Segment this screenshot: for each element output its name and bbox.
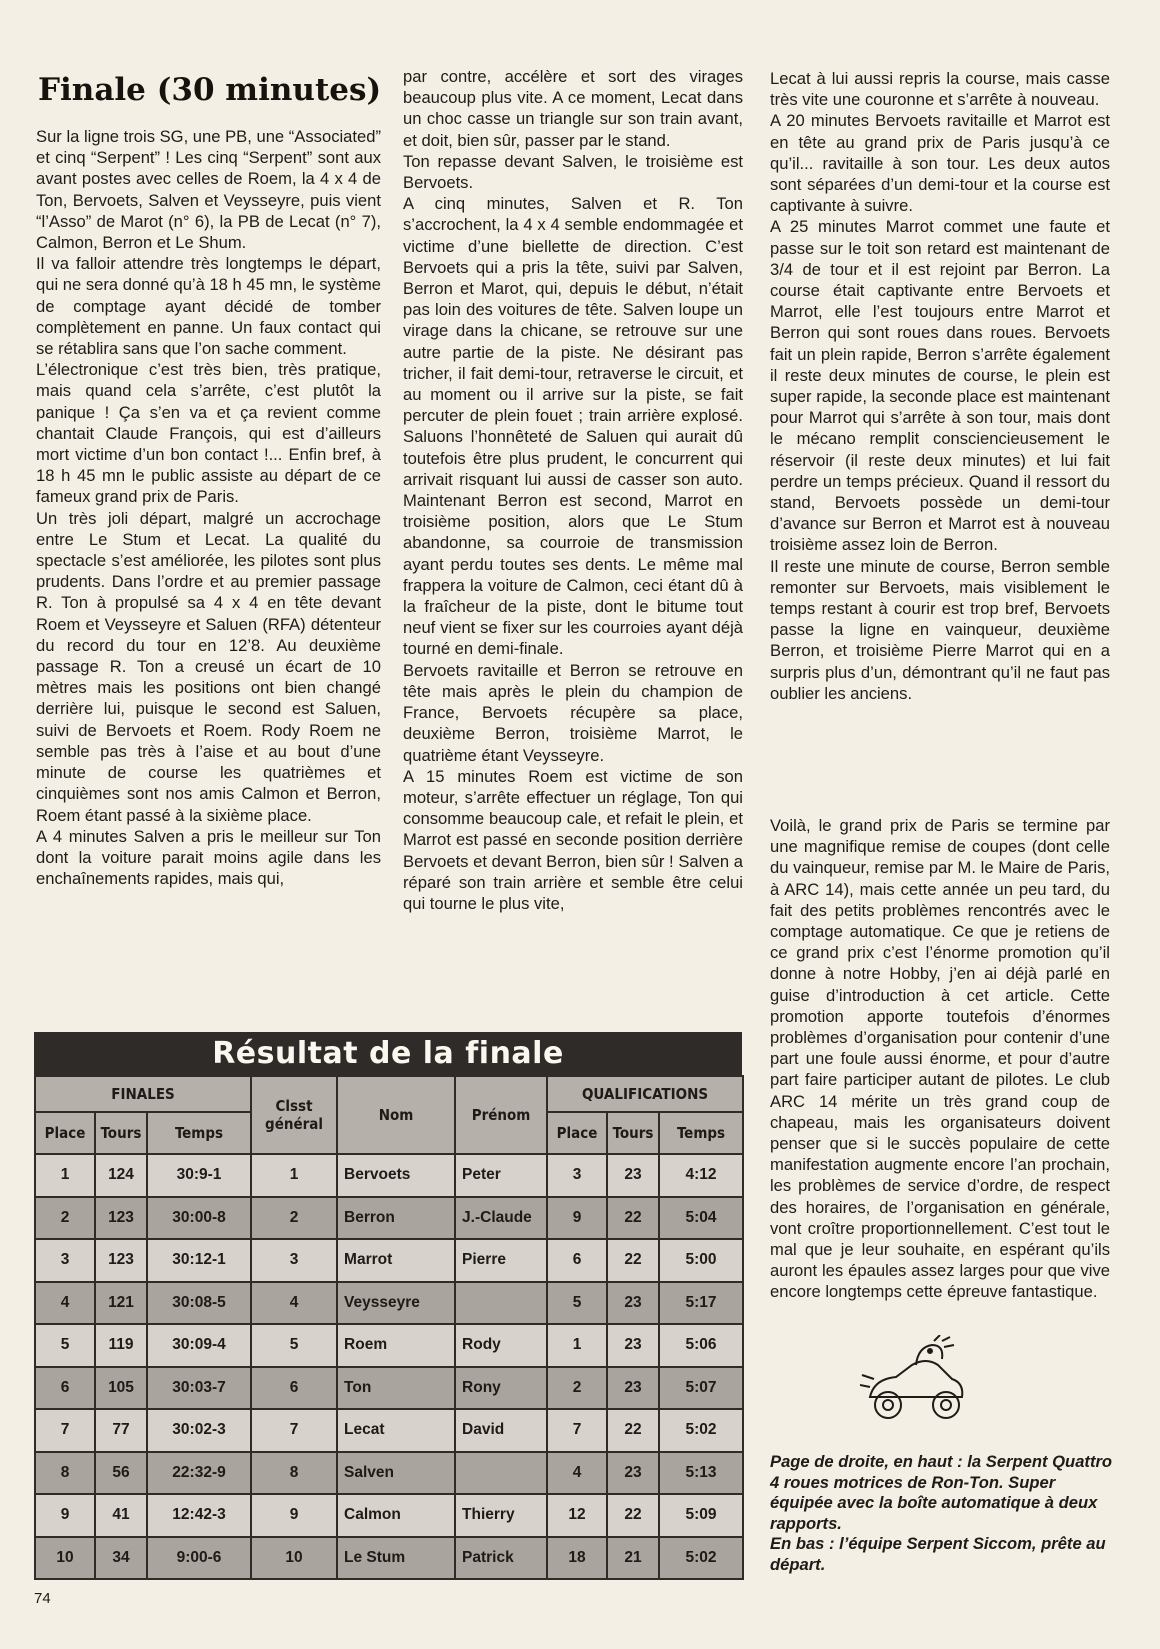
table-cell-nom: Ton [337,1367,455,1410]
table-cell-q-place: 18 [547,1537,607,1580]
table-cell-prenom: Patrick [455,1537,547,1580]
table-cell-prenom [455,1282,547,1325]
group-header-finales: FINALES [35,1076,251,1112]
caption-line: Page de droite, en haut : la Serpent Quattro 4 roues motrices de Ron-Ton. Super équipée avec la boîte automatique à deux rapports. [770,1452,1113,1533]
table-row [35,1537,743,1580]
table-cell-q-temps: 5:00 [659,1239,743,1282]
paragraph: A 15 minutes Roem est victime de son moteur, s’arrête effectuer un réglage, Ton qui consomme beaucoup cale, et refait le plein, et Marrot est passé en seconde position derrière Bervoets et devant Berron, bien sûr ! Salven a réparé son train arrière et semble être celui qui tourne le plus vite, [403,766,743,913]
table-cell-clsst: 1 [251,1154,337,1197]
cartoon-car-icon [860,1335,970,1435]
table-cell-prenom: Peter [455,1154,547,1197]
results-table [34,1032,742,1580]
paragraph: Un très joli départ, malgré un accrochage entre Le Stum et Lecat. La qualité du spectacle s’est améliorée, les pilotes sont plus prudents. Dans l’ordre et au premier passage R. Ton à propulsé sa 4 x 4 en tête devant Roem et Veysseyre et Saluen (RFA) détenteur du record du tour en 12’8. Au deuxième passage R. Ton a creusé un écart de 10 mètres mais les positions ont bien changé derrière lui, puisque le second est Saluen, suivi de Bervoets et Roem. Rody Roem ne semble pas très à l’aise et au bout d’une minute de course les quatrièmes et cinquièmes sont nos amis Calmon et Berron, Roem étant passé à la sixième place. [36,508,381,825]
table-cell-clsst: 4 [251,1282,337,1325]
table-row [35,1197,743,1240]
table-row [35,1452,743,1495]
table-cell-q-tours: 22 [607,1494,659,1537]
paragraph: par contre, accélère et sort des virages beaucoup plus vite. A ce moment, Lecat dans un choc casse un triangle sur son train avant, et doit, bien sûr, passer par le stand. [403,67,743,150]
table-cell-temps: 22:32-9 [147,1452,251,1495]
paragraph: Lecat à lui aussi repris la course, mais casse très vite une couronne et s’arrête à nouveau. [770,69,1110,110]
table-cell-temps: 30:08-5 [147,1282,251,1325]
paragraph: L’électronique c’est très bien, très pratique, mais quand cela s’arrête, c’est plutôt la panique ! Ça s’en va et ça revient comme chantait Claude François, qui est d’ailleurs mort victime d’un bon contact !... Enfin bref, à 18 h 45 mn le public assiste au départ de ce fameux grand prix de Paris. [36,360,381,507]
table-cell-prenom: David [455,1409,547,1452]
table-cell-tours: 124 [95,1154,147,1197]
table-cell-q-place: 12 [547,1494,607,1537]
paragraph: Sur la ligne trois SG, une PB, une “Associated” et cinq “Serpent” ! Les cinq “Serpent” sont aux avant postes avec celles de Roem, la 4 x 4 de Ton, Bervoets, Salven et Veysseyre, puis vient “l’Asso” de Marot (n° 6), la PB de Lecat (n° 7), Calmon, Berron et Le Shum. [36,127,381,253]
table-cell-place: 6 [35,1367,95,1410]
table-cell-prenom: Thierry [455,1494,547,1537]
table-cell-temps: 30:02-3 [147,1409,251,1452]
table-cell-tours: 119 [95,1324,147,1367]
table-cell-nom: Le Stum [337,1537,455,1580]
table-cell-q-tours: 22 [607,1239,659,1282]
table-cell-q-tours: 23 [607,1282,659,1325]
table-cell-nom: Veysseyre [337,1282,455,1325]
table-cell-clsst: 8 [251,1452,337,1495]
table-row [35,1367,743,1410]
article-column-1 [36,126,381,889]
table-cell-q-place: 3 [547,1154,607,1197]
paragraph: Ton repasse devant Salven, le troisième est Bervoets. [403,151,743,193]
paragraph: A 20 minutes Bervoets ravitaille et Marrot est en tête au grand prix de Paris jusqu’à ce qu’il... ravitaille à son tour. Les deux autos sont séparées d’un demi-tour et la course est captivante à suivre. [770,111,1110,216]
table-cell-q-tours: 21 [607,1537,659,1580]
column-header-prenom: Prénom [455,1076,547,1154]
column-header-place: Place [35,1112,95,1154]
table-cell-q-tours: 23 [607,1154,659,1197]
group-header-qualifications: QUALIFICATIONS [547,1076,743,1112]
table-cell-tours: 121 [95,1282,147,1325]
paragraph: A cinq minutes, Salven et R. Ton s’accrochent, la 4 x 4 semble endommagée et victime d’une biellette de direction. C’est Bervoets qui a pris la tête, suivi par Salven, Berron et Marot, qui, depuis le début, n’était pas loin des voitures de tête. Salven loupe un virage dans la chicane, se retrouve sur une autre partie de la piste. Ne désirant pas tricher, il fait demi-tour, retraverse le circuit, et au moment ou il arrive sur la piste, se fait percuter de plein fouet ; train arrière explosé. Saluons l’honnêteté de Saluen qui aurait dû toutefois être plus prudent, le concurrent qui arrivait risquant lui aussi de casser son auto. Maintenant Berron est second, Marrot en troisième position, alors que Le Stum abandonne, sa courroie de transmission ayant perdu toutes ses dents. Le même mal frappera la voiture de Calmon, ceci étant dû à la fraîcheur de la piste, dont le bitume tout neuf vient se fixer sur les courroies ayant déjà tourné en demi-finale. [403,194,743,659]
table-cell-q-temps: 5:02 [659,1409,743,1452]
table-cell-place: 1 [35,1154,95,1197]
paragraph: A 25 minutes Marrot commet une faute et passe sur le toit son retard est maintenant de 3/4 de tour et il est rejoint par Berron. La course était captivante entre Bervoets et Marrot, elle l’est toujours entre Marrot et Berron qui sont roues dans roues. Bervoets fait un plein rapide, Berron s’arrête également il reste deux minutes de course, le plein est super rapide, la seconde place est maintenant pour Marrot qui s’arrête à son tour, mais dont le mécano remplit consciencieusement le réservoir (il reste deux minutes) et lui fait perdre un temps précieux. Quand il ressort du stand, Bervoets possède un demi-tour d’avance sur Berron et Marrot est à nouveau troisième assez loin de Berron. [770,217,1110,555]
table-cell-q-tours: 23 [607,1324,659,1367]
table-cell-place: 8 [35,1452,95,1495]
article-column-3 [770,68,1110,704]
table-cell-clsst: 10 [251,1537,337,1580]
results-body [35,1154,743,1579]
table-cell-q-temps: 4:12 [659,1154,743,1197]
table-row [35,1239,743,1282]
table-cell-tours: 41 [95,1494,147,1537]
table-cell-temps: 30:9-1 [147,1154,251,1197]
article-column-2 [403,66,743,914]
table-cell-temps: 30:12-1 [147,1239,251,1282]
column-header-nom: Nom [337,1076,455,1154]
table-cell-temps: 30:09-4 [147,1324,251,1367]
paragraph: Il reste une minute de course, Berron semble remonter sur Bervoets, mais visiblement le temps restant à courir est trop bref, Bervoets passe la ligne en vainqueur, deuxième Berron, et troisième Pierre Marrot qui en a surpris plus d’un, démontrant qu’il ne faut pas oublier les anciens. [770,556,1110,703]
table-cell-tours: 105 [95,1367,147,1410]
column-header-q-temps: Temps [659,1112,743,1154]
table-cell-place: 2 [35,1197,95,1240]
article-conclusion [770,815,1110,1303]
table-cell-q-tours: 22 [607,1409,659,1452]
column-header-q-place: Place [547,1112,607,1154]
table-cell-temps: 9:00-6 [147,1537,251,1580]
table-cell-q-tours: 23 [607,1452,659,1495]
column-header-q-tours: Tours [607,1112,659,1154]
table-cell-place: 4 [35,1282,95,1325]
table-cell-temps: 30:00-8 [147,1197,251,1240]
table-cell-q-place: 9 [547,1197,607,1240]
table-cell-q-place: 4 [547,1452,607,1495]
table-cell-tours: 123 [95,1239,147,1282]
table-cell-q-tours: 22 [607,1197,659,1240]
table-row [35,1324,743,1367]
table-cell-nom: Salven [337,1452,455,1495]
table-cell-q-temps: 5:07 [659,1367,743,1410]
paragraph: A 4 minutes Salven a pris le meilleur sur Ton dont la voiture parait moins agile dans les enchaînements rapides, mais qui, [36,826,381,889]
table-cell-q-temps: 5:02 [659,1537,743,1580]
results-table-title: Résultat de la finale [34,1032,742,1075]
paragraph: Il va falloir attendre très longtemps le départ, qui ne sera donné qu’à 18 h 45 mn, le système de comptage ayant décidé de tomber complètement en panne. Un faux contact qui se rétablira sans que l’on sache comment. [36,254,382,359]
table-cell-q-tours: 23 [607,1367,659,1410]
table-cell-place: 5 [35,1324,95,1367]
table-row [35,1494,743,1537]
table-cell-q-place: 7 [547,1409,607,1452]
paragraph: Voilà, le grand prix de Paris se termine par une magnifique remise de coupes (dont celle du vainqueur, remise par M. le Maire de Paris, à ARC 14), mais cette année un peu tard, du fait des petits problèmes rencontrés avec le comptage automatique. Ce que je retiens de ce grand prix c’est l’énorme promotion qu’il donne à notre Hobby, j’en ai déjà parlé en guise d’introduction à cet article. Cette promotion apporte toutefois d’énormes problèmes d’organisation pour contenir d’une part une foule aussi énorme, et pour d’autre part faire participer autant de pilotes. Le club ARC 14 mérite un très grand coup de chapeau, mais les organisateurs doivent penser que si le succès populaire de cette manifestation augmente encore l’an prochain, les problèmes de service d’ordre, de respect des horaires, de l’organisation en générale, vont croître proportionnellement. C’est tout le mal que je leur souhaite, en espérant qu’ils auront les épaules assez larges pour que vive encore longtemps cette épreuve fantastique. [770,816,1110,1302]
table-cell-q-place: 6 [547,1239,607,1282]
page-number: 74 [34,1590,51,1607]
table-cell-clsst: 6 [251,1367,337,1410]
table-cell-q-temps: 5:17 [659,1282,743,1325]
table-cell-clsst: 7 [251,1409,337,1452]
column-header-tours: Tours [95,1112,147,1154]
table-cell-prenom: Rody [455,1324,547,1367]
table-cell-temps: 30:03-7 [147,1367,251,1410]
table-cell-prenom: Pierre [455,1239,547,1282]
photo-caption [770,1452,1115,1575]
table-cell-q-place: 1 [547,1324,607,1367]
column-header-temps: Temps [147,1112,251,1154]
table-cell-nom: Berron [337,1197,455,1240]
table-row [35,1154,743,1197]
table-cell-tours: 56 [95,1452,147,1495]
table-cell-q-temps: 5:04 [659,1197,743,1240]
table-row [35,1282,743,1325]
table-cell-q-place: 2 [547,1367,607,1410]
results-grid [34,1075,744,1580]
table-cell-q-temps: 5:09 [659,1494,743,1537]
table-cell-clsst: 2 [251,1197,337,1240]
caption-line: En bas : l’équipe Serpent Siccom, prête au départ. [770,1534,1106,1574]
table-cell-nom: Calmon [337,1494,455,1537]
table-cell-nom: Marrot [337,1239,455,1282]
table-cell-place: 7 [35,1409,95,1452]
table-cell-clsst: 5 [251,1324,337,1367]
table-cell-prenom: J.-Claude [455,1197,547,1240]
column-header-clsst: Clsst général [251,1076,337,1154]
table-cell-q-place: 5 [547,1282,607,1325]
table-cell-nom: Roem [337,1324,455,1367]
table-cell-nom: Bervoets [337,1154,455,1197]
table-cell-clsst: 3 [251,1239,337,1282]
table-cell-place: 9 [35,1494,95,1537]
table-cell-tours: 34 [95,1537,147,1580]
table-cell-prenom [455,1452,547,1495]
table-cell-place: 10 [35,1537,95,1580]
table-cell-tours: 123 [95,1197,147,1240]
table-cell-q-temps: 5:06 [659,1324,743,1367]
table-cell-temps: 12:42-3 [147,1494,251,1537]
table-cell-place: 3 [35,1239,95,1282]
paragraph: Bervoets ravitaille et Berron se retrouve en tête mais après le plein du champion de France, Bervoets récupère sa place, deuxième Berron, troisième Marrot, le quatrième étant Veysseyre. [403,660,743,765]
table-cell-clsst: 9 [251,1494,337,1537]
table-cell-q-temps: 5:13 [659,1452,743,1495]
table-cell-nom: Lecat [337,1409,455,1452]
table-cell-tours: 77 [95,1409,147,1452]
table-row [35,1409,743,1452]
table-cell-prenom: Rony [455,1367,547,1410]
article-title: Finale (30 minutes) [38,72,382,108]
